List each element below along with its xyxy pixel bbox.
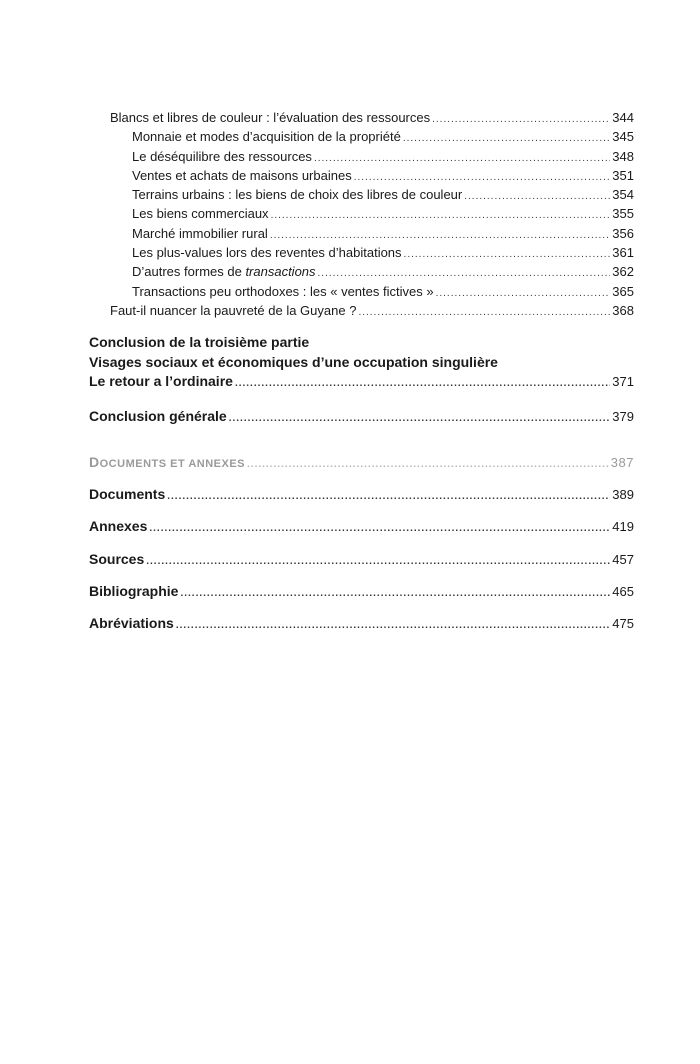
section-heading xyxy=(89,453,245,474)
dot-leader xyxy=(146,552,610,571)
dot-leader xyxy=(167,487,610,506)
toc-entry-title: Sources xyxy=(89,550,145,567)
toc-entry-conclusion-generale[interactable] xyxy=(89,407,634,426)
toc-entry-conclusion-part[interactable] xyxy=(89,332,634,391)
dot-leader xyxy=(180,584,610,603)
dot-leader xyxy=(358,303,610,322)
dot-leader xyxy=(436,284,611,303)
toc-entry-title: Monnaie et modes d’acquisition de la propriété xyxy=(132,129,401,145)
toc-entry-page: 475 xyxy=(612,616,634,632)
dot-leader xyxy=(149,519,610,538)
toc-entry-page: 368 xyxy=(612,302,634,318)
toc-entry-documents[interactable] xyxy=(89,485,634,504)
toc-entry-title: Conclusion générale xyxy=(89,407,227,424)
conclusion-part-line1: Conclusion de la troisième partie xyxy=(89,334,310,351)
dot-leader xyxy=(271,206,611,225)
toc-entry-title: Le déséquilibre des ressources xyxy=(132,148,312,164)
toc-entry-page: 354 xyxy=(612,187,634,203)
toc-entry-terrains-urbains[interactable] xyxy=(89,185,634,204)
toc-entry-page: 389 xyxy=(612,487,634,503)
toc-entry-abreviations[interactable] xyxy=(89,614,634,633)
toc-entry-page: 457 xyxy=(612,551,634,567)
toc-entry-page: 371 xyxy=(612,374,634,390)
toc-entry-page: 344 xyxy=(612,110,634,125)
toc-entry-page: 465 xyxy=(612,584,634,600)
dot-leader xyxy=(432,110,610,129)
toc-entry-evaluation-ressources[interactable] xyxy=(89,108,634,127)
dot-leader xyxy=(314,149,610,168)
toc-entry-page: 356 xyxy=(612,225,634,241)
toc-entry-page: 355 xyxy=(612,206,634,222)
toc-entry-title-prefix: D’autres formes de xyxy=(132,264,246,280)
toc-entry-marche-rural[interactable] xyxy=(89,224,634,243)
toc-entry-page: 348 xyxy=(612,148,634,164)
conclusion-part-line2: Visages sociaux et économiques d’une occupation singulière xyxy=(89,354,498,371)
conclusion-part-line3-row xyxy=(89,372,634,391)
toc-entry-title: Documents xyxy=(89,486,166,503)
toc-entry-title: Bibliographie xyxy=(89,583,179,600)
toc-entry-title: Les plus-values lors des reventes d’habitations xyxy=(132,245,402,261)
toc-entry-maisons-urbaines[interactable] xyxy=(89,166,634,185)
toc-entry-title-italic: transactions xyxy=(245,264,316,280)
toc-entry-page: 387 xyxy=(610,454,634,470)
toc-entry-pauvrete-guyane[interactable] xyxy=(89,301,634,320)
section-heading-rest: OCUMENTS ET ANNEXES xyxy=(99,457,246,470)
toc-entry-page: 419 xyxy=(612,519,634,535)
toc-entry-page: 361 xyxy=(612,245,634,261)
toc-entry-bibliographie[interactable] xyxy=(89,582,634,601)
toc-entry-autres-formes[interactable] xyxy=(89,262,634,281)
toc-entry-title: Faut-il nuancer la pauvreté de la Guyane ? xyxy=(110,302,357,318)
toc-entry-page: 362 xyxy=(612,264,634,280)
toc-entry-plus-values[interactable] xyxy=(89,243,634,262)
toc-entry-sources[interactable] xyxy=(89,550,634,569)
dot-leader xyxy=(464,187,610,206)
toc-entry-desequilibre[interactable] xyxy=(89,147,634,166)
toc-entry-title: Terrains urbains : les biens de choix des libres de couleur xyxy=(132,187,463,203)
toc-entry-title: Blancs et libres de couleur : l’évaluation des ressources xyxy=(110,110,431,125)
toc-entry-annexes[interactable] xyxy=(89,517,634,536)
toc-entry-title xyxy=(132,262,316,281)
toc-entry-monnaie[interactable] xyxy=(89,127,634,146)
dot-leader xyxy=(404,245,611,264)
toc-entry-title: Les biens commerciaux xyxy=(132,206,269,222)
dot-leader xyxy=(403,129,610,148)
toc-entry-page: 351 xyxy=(612,167,634,183)
section-heading-initial: D xyxy=(89,453,100,470)
toc-entry-title: Marché immobilier rural xyxy=(132,225,268,241)
toc-entry-page: 365 xyxy=(612,283,634,299)
toc-entry-title: Ventes et achats de maisons urbaines xyxy=(132,167,352,183)
toc-entry-title: Annexes xyxy=(89,518,148,535)
dot-leader xyxy=(247,455,609,474)
dot-leader xyxy=(235,374,610,393)
toc-entry-title: Transactions peu orthodoxes : les « ventes fictives » xyxy=(132,283,434,299)
toc-entry-ventes-fictives[interactable] xyxy=(89,282,634,301)
table-of-contents xyxy=(89,108,634,634)
toc-entry-biens-commerciaux[interactable] xyxy=(89,204,634,223)
dot-leader xyxy=(176,616,610,635)
conclusion-part-line3: Le retour a l’ordinaire xyxy=(89,373,233,390)
toc-entry-page: 345 xyxy=(612,129,634,145)
toc-entry-title: Abréviations xyxy=(89,615,174,632)
toc-section-documents-annexes[interactable] xyxy=(89,453,634,472)
toc-entry-page: 379 xyxy=(612,408,634,424)
dot-leader xyxy=(229,409,611,428)
